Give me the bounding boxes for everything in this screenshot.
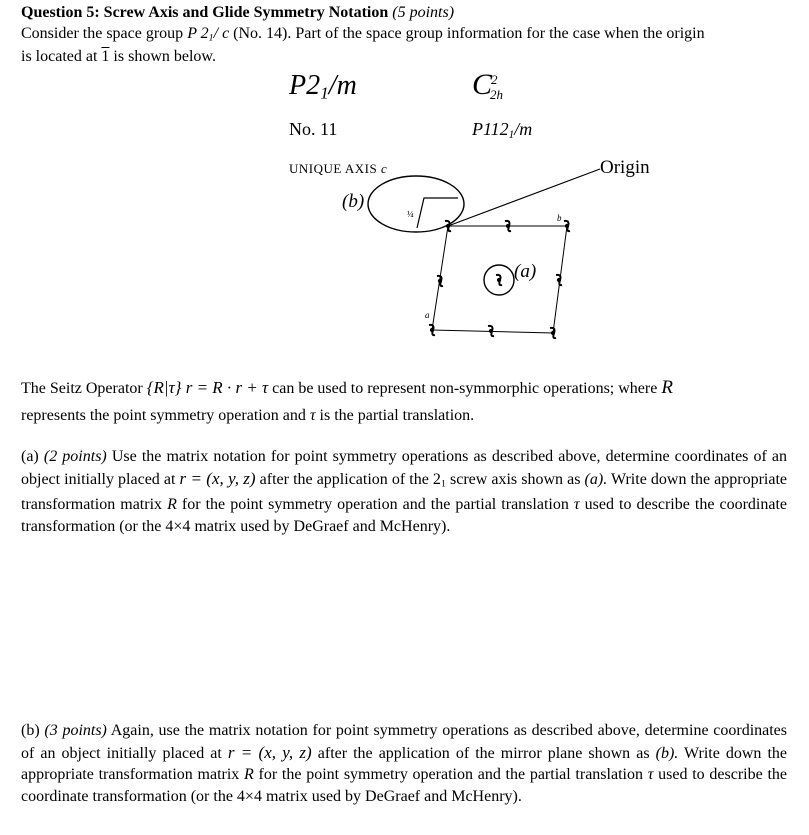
hm-symbol: $P2_1/m$ <box>289 70 357 103</box>
part-b-text-6: used to describe the coordinate transformation (or the <box>21 766 787 805</box>
screw-axis-icon <box>496 275 502 285</box>
part-b-matrix-dims: 4×4 <box>236 787 262 805</box>
seitz-operator-expression: {R|τ} r = R · r + τ <box>146 378 269 397</box>
schoenflies-sub: 2h <box>490 87 503 102</box>
intro-text-c: is located at <box>21 48 98 65</box>
mirror-plane-symbol <box>417 198 458 228</box>
inversion-center-symbol: 1 <box>101 48 110 65</box>
intro-text-b: (No. 14). Part of the space group information for the case when the origin <box>233 25 705 42</box>
seitz-text-a: The Seitz Operator <box>21 380 143 397</box>
seitz-R-symbol: R <box>661 377 673 398</box>
axis-b-label: b <box>557 213 562 223</box>
part-b-text-1: Again, use the matrix notation for point symmetry operations as described above, determine coordinates of an object initially placed at <box>21 722 788 762</box>
schoenflies-symbol: C <box>472 68 493 101</box>
question-points: (5 points) <box>392 4 455 21</box>
part-b-position-vector: r = (x, y, z) <box>227 742 312 762</box>
part-a-label: (a) <box>21 448 39 465</box>
part-a-text-4: Write down the appropriate transformation matrix <box>21 470 788 514</box>
screw-axis-icon <box>556 275 562 285</box>
part-a-text-3: screw axis shown as <box>449 470 581 488</box>
origin-leader-line <box>448 169 600 226</box>
part-b-tau-symbol: τ <box>647 766 654 783</box>
seitz-text-b: can be used to represent non-symmorphic operations; where <box>272 380 658 397</box>
part-a-position-vector: r = (x, y, z) <box>179 468 256 488</box>
origin-label: Origin <box>600 157 650 178</box>
part-a-text-7: matrix used by DeGraef and McHenry). <box>194 517 451 535</box>
axis-a-label: a <box>425 310 430 320</box>
full-symbol: $P112_1/m$ <box>472 119 533 141</box>
part-a-matrix-dims: 4×4 <box>165 517 191 535</box>
group-number: No. 11 <box>289 119 338 139</box>
intro-text-a: Consider the space group <box>21 25 184 42</box>
schoenflies-sup: 2 <box>491 72 498 87</box>
part-a-text-1: Use the matrix notation for point symmetry operations as described above, determine coordinates of an object initially placed at <box>21 448 788 488</box>
cell-edge-left <box>432 226 448 330</box>
screw-axis-symbols <box>429 221 570 338</box>
space-group-symbol: P $2_1/$ c <box>187 25 230 44</box>
label-a: (a) <box>514 261 537 282</box>
part-a-paragraph <box>21 446 787 537</box>
part-a-text-2: after the application of the $2_1$ <box>259 470 446 489</box>
part-b-points: (3 points) <box>44 722 107 739</box>
screw-axis-icon <box>564 221 570 231</box>
part-b-paragraph <box>21 720 787 807</box>
part-b-label: (b) <box>21 722 40 739</box>
seitz-line-2 <box>21 405 474 426</box>
part-a-tau-symbol: τ <box>573 496 580 514</box>
intro-text-d: is shown below. <box>113 48 216 65</box>
part-a-text-5: for the point symmetry operation and the partial translation <box>181 496 569 514</box>
part-b-text-7: matrix used by DeGraef and McHenry). <box>265 787 522 805</box>
part-a-text-6: used to describe the coordinate transformation (or the <box>21 496 787 535</box>
seitz-tau-symbol: τ <box>309 407 316 424</box>
part-a-ref: (a). <box>584 470 608 488</box>
part-b-text-5: for the point symmetry operation and the partial translation <box>258 766 643 783</box>
part-b-ref: (b). <box>655 744 679 762</box>
seitz-text-d: is the partial translation. <box>319 407 475 424</box>
unique-axis-label: UNIQUE AXIS c <box>289 161 388 176</box>
part-b-text-2: after the application of the mirror plane shown as <box>317 744 650 762</box>
question-heading: Question 5: Screw Axis and Glide Symmetry Notation <box>21 4 389 21</box>
part-b-text-4: Write down the appropriate transformation matrix <box>21 744 788 783</box>
seitz-line-1 <box>21 377 673 399</box>
part-a-points: (2 points) <box>43 448 107 465</box>
part-a-R-symbol: R <box>167 496 177 514</box>
label-b: (b) <box>342 191 365 212</box>
part-b-R-symbol: R <box>244 766 254 783</box>
seitz-text-c: represents the point symmetry operation and <box>21 407 306 424</box>
quarter-height-mark: ¼ <box>407 209 414 219</box>
